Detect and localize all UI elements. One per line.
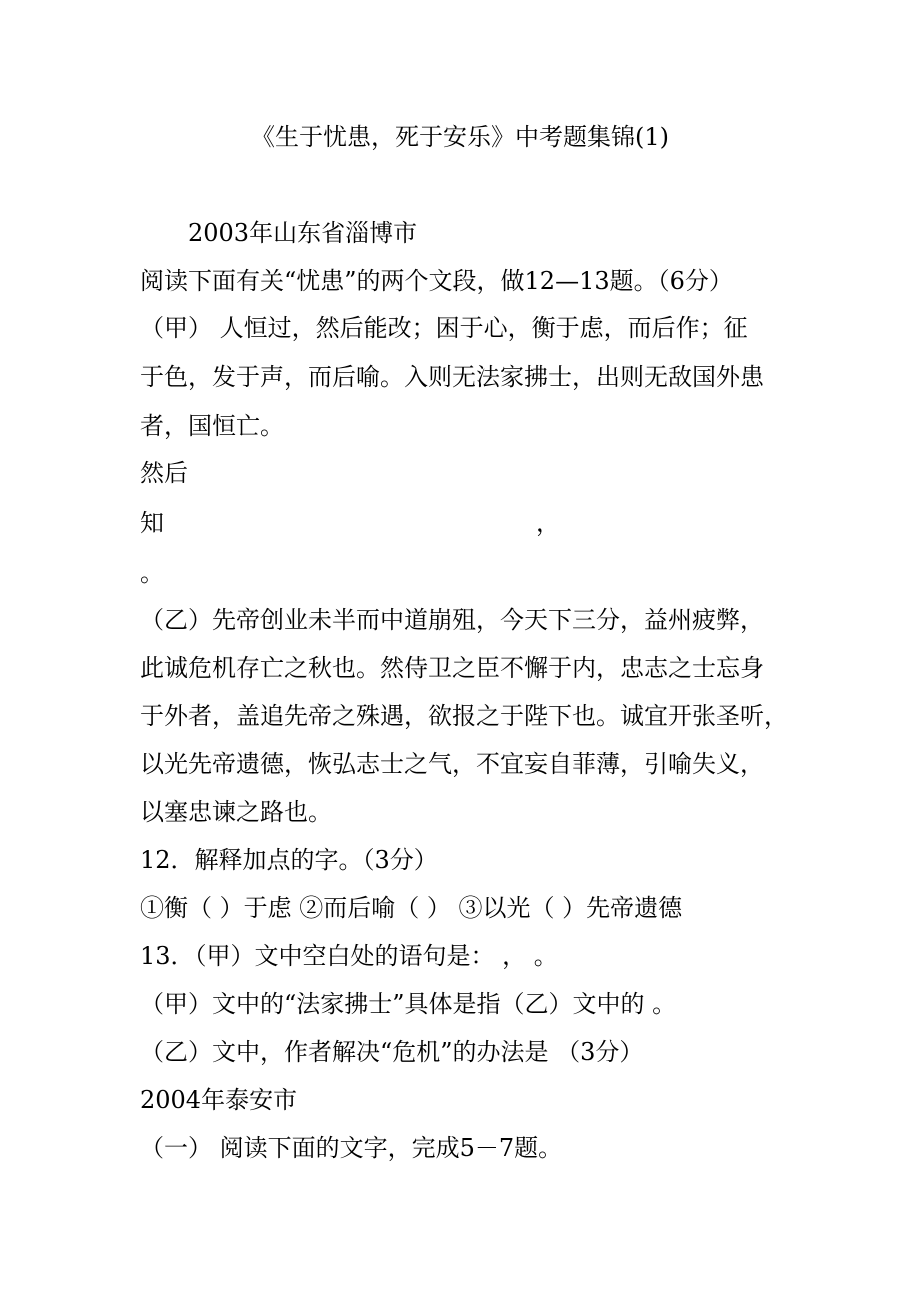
blank-line-2-end: ，: [536, 509, 560, 537]
question-12-items: ①衡（ ）于虑 ②而后喻（ ） ③以光（ ）先帝遗德: [140, 894, 683, 922]
question-13: 13．（甲）文中空白处的语句是： ， 。: [140, 942, 558, 970]
blank-line-2: [140, 508, 560, 538]
passage-jia-line: 者，国恒亡。: [140, 412, 284, 440]
passage-yi-line: （乙）先帝创业未半而中道崩殂，今天下三分，益州疲弊，: [140, 606, 764, 634]
passage-jia-line: （甲） 人恒过，然后能改；困于心，衡于虑，而后作；征: [140, 314, 748, 342]
blank-line-1: 然后: [140, 459, 188, 487]
passage-jia-line: 于色，发于声，而后喻。入则无法家拂士，出则无敌国外患: [140, 363, 764, 391]
passage-yi-line: 于外者，盖追先帝之殊遇，欲报之于陛下也。诚宜开张圣听，: [140, 702, 788, 730]
document-title: 《生于忧患，死于安乐》中考题集锦(1): [251, 123, 669, 151]
passage-yi-line: 以塞忠谏之路也。: [140, 798, 332, 826]
question-13-c: （乙）文中，作者解决“危机”的办法是 （3分）: [140, 1038, 644, 1066]
section-heading-2004: 2004年泰安市: [140, 1086, 298, 1114]
blank-line-2-start: 知: [140, 509, 164, 537]
passage-yi-line: 此诚危机存亡之秋也。然侍卫之臣不懈于内，忠志之士忘身: [140, 654, 764, 682]
section-heading-2003: 2003年山东省淄博市: [188, 219, 418, 247]
passage-yi-line: 以光先帝遗德，恢弘志士之气，不宜妄自菲薄，引喻失义，: [140, 750, 764, 778]
section-2-intro: （一） 阅读下面的文字，完成5－7题。: [140, 1134, 563, 1162]
section-intro: 阅读下面有关“忧患”的两个文段，做12—13题。（6分）: [140, 267, 733, 295]
question-13-b: （甲）文中的“法家拂士”具体是指（乙）文中的 。: [140, 990, 677, 1018]
blank-line-3: 。: [140, 559, 164, 587]
question-12: 12．解释加点的字。（3分）: [140, 846, 438, 874]
